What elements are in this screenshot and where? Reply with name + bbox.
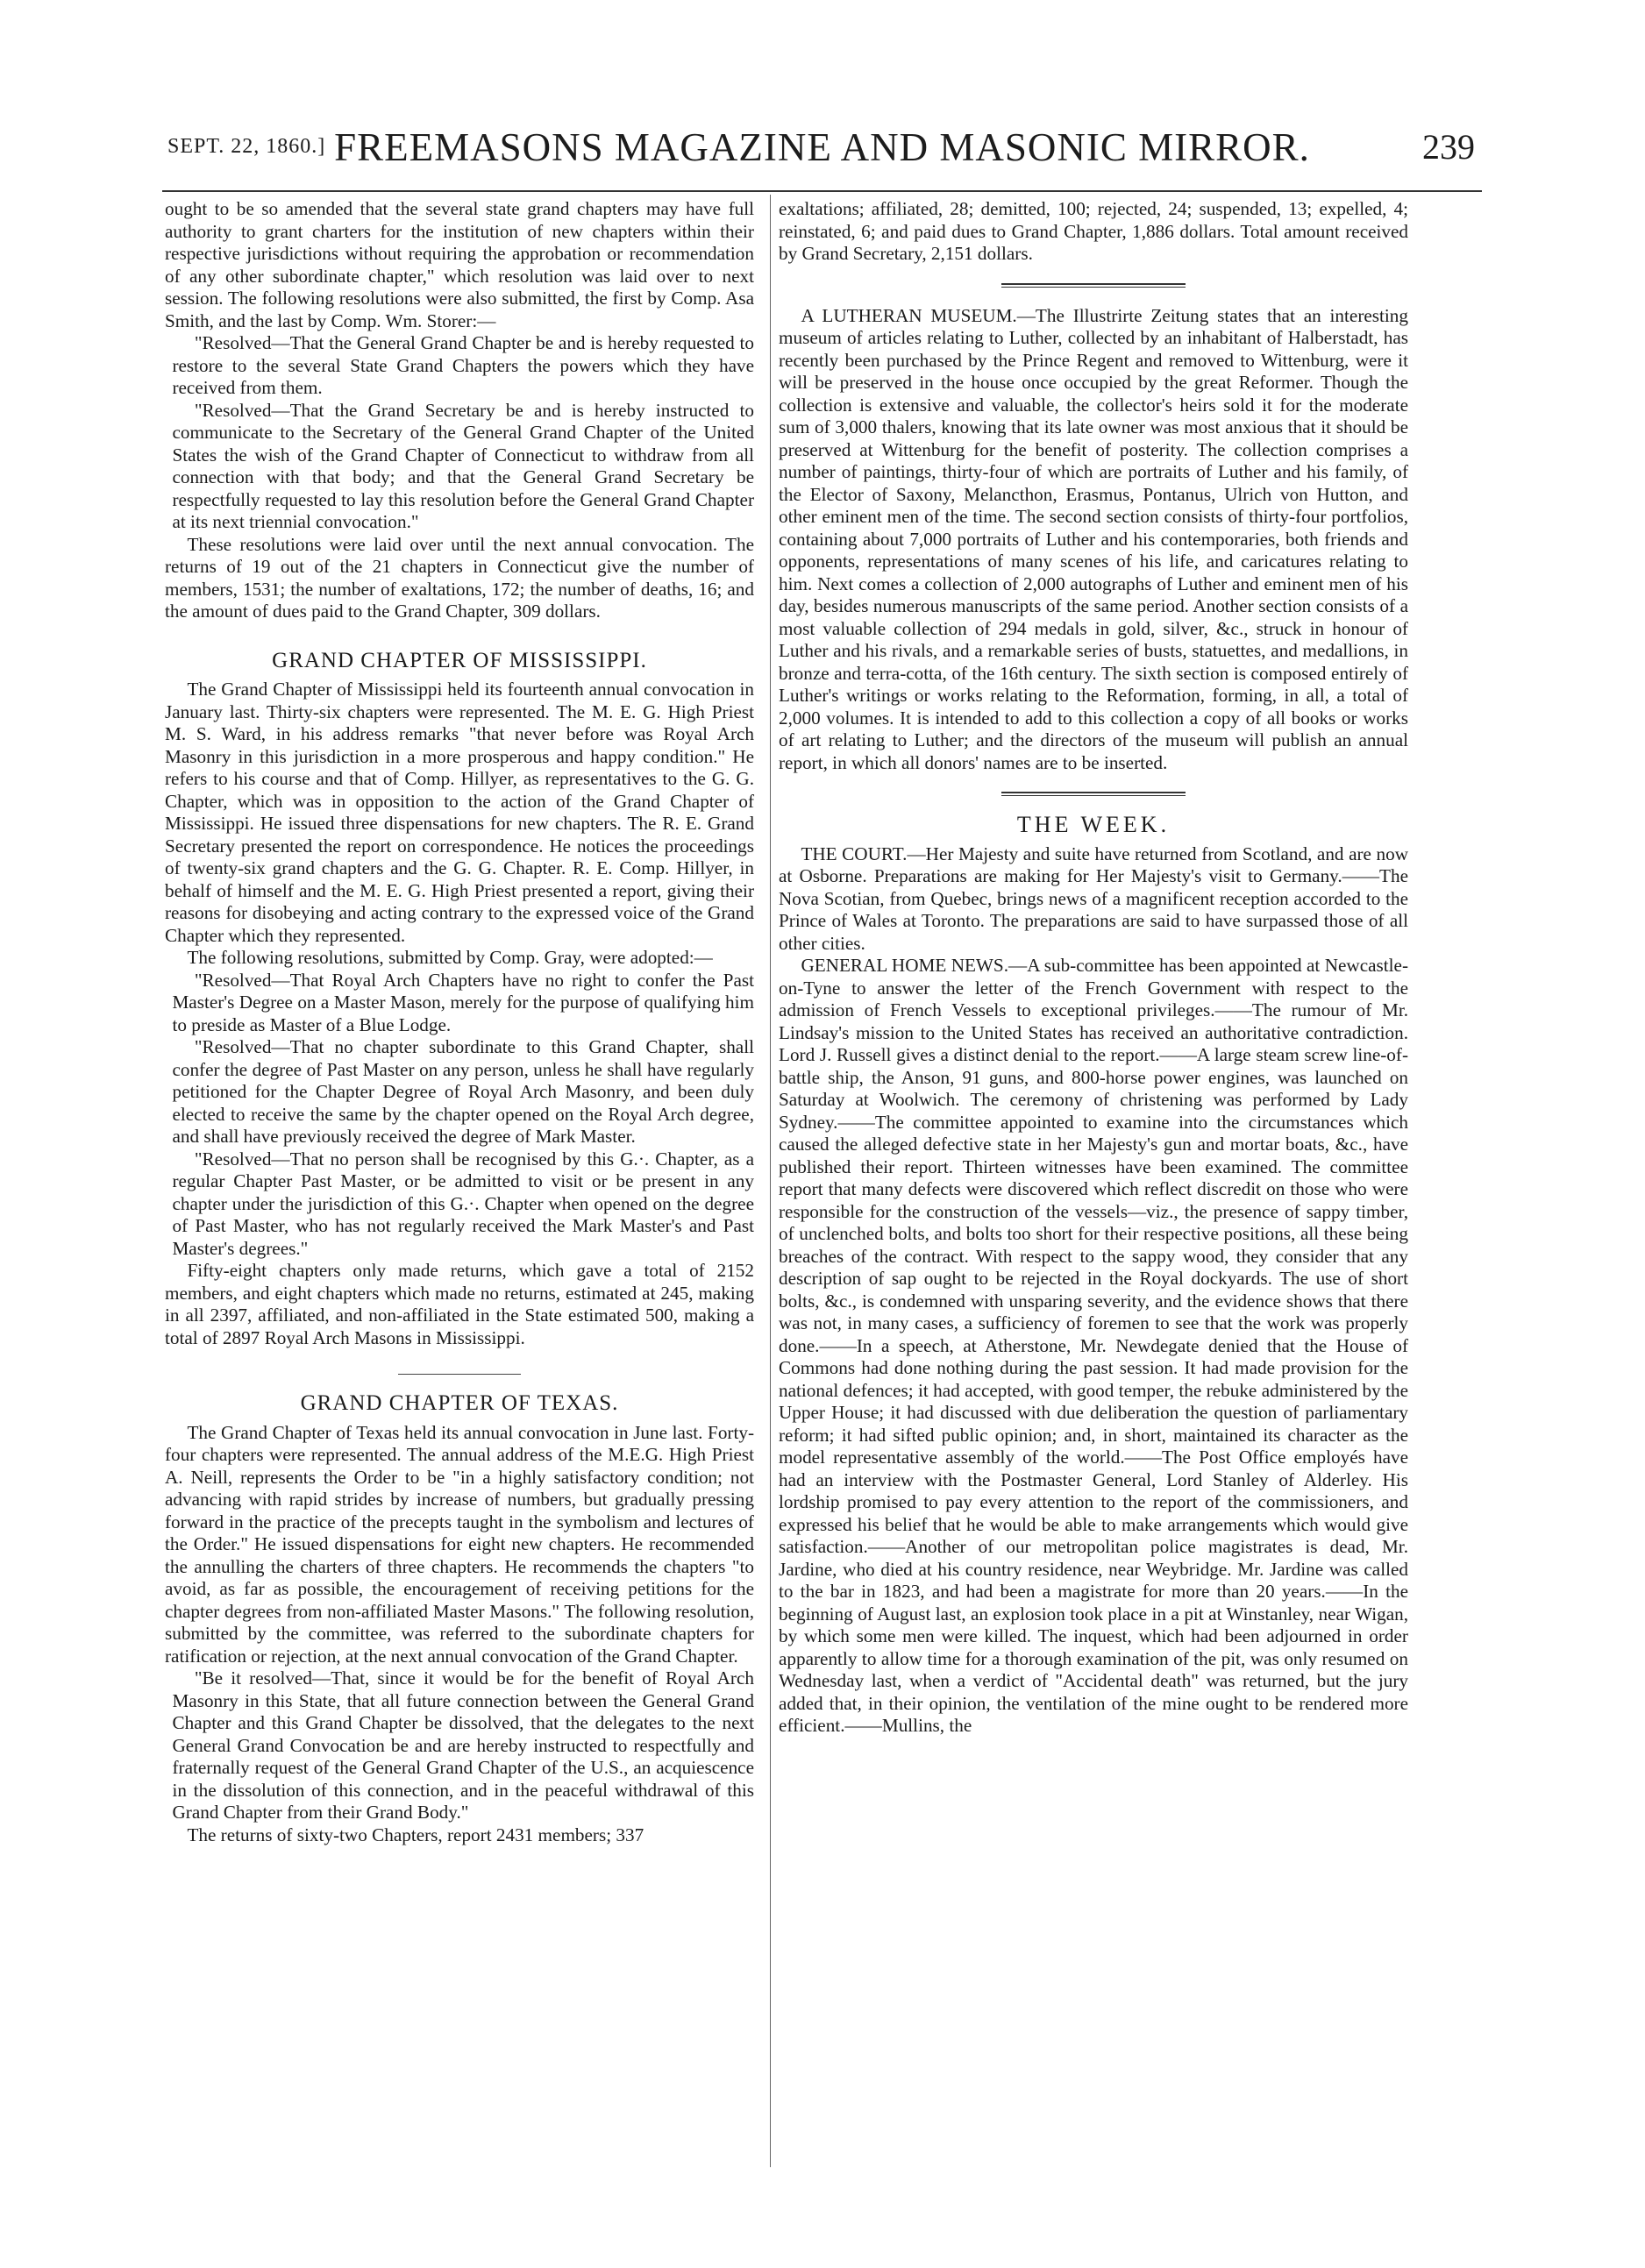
article-text: —A sub-committee has been appointed at Newcastle-on-Tyne to answer the letter of the French Government with respect to the admission of French Vessels to exceptional privileges.——The rumour of Mr. Lindsay's mission to the United States has received an authoritative contradiction. Lord J. Russell gives a distinct denial to the report.——A large steam screw line-of-battle ship, the Anson, 91 guns, and 800-horse power engines, was launched on Saturday at Woolwich. The ceremony of christening was performed by Lady Sydney.——The committee appointed to examine into the circumstances which caused the alleged defective state in her Majesty's gun and mortar boats, &c., have published their report. Thirteen witnesses have been examined. The committee report that many defects were discovered which reflect discredit on those who were responsible for the construction of the vessels—viz., the presence of sappy timber, of unclenched bolts, and bolts too short for their respective positions, all these being breaches of the contract. With respect to the sappy wood, they consider that any description of sap ought to be rejected in the Royal dockyards. The use of short bolts, &c., is condemned with unsparing severity, and the evidence shows that there was not, in many cases, a sufficiency of foremen to see that the work was properly done.——In a speech, at Atherstone, Mr. Newdegate denied that the House of Commons had done nothing during the past session. It had made provision for the national defences; it had accepted, with good temper, the rebuke administered by the Upper House; it had discussed with due deliberation the question of parliamentary reform; it had sifted public opinion; and, in short, maintained its character as the model representative assembly of the world.——The Post Office employés have had an interview with the Postmaster General, Lord Stanley of Alderley. His lordship promised to pay every attention to the report of the commissioners, and expressed his belief that he would be able to make arrangements which would give satisfaction.——Another of our metropolitan police magistrates is dead, Mr. Jardine, who died at his country residence, near Weybridge. Mr. Jardine was called to the bar in 1823, and had been a magistrate for more than 20 years.——In the beginning of August last, an explosion took place in a pit at Winstanley, near Wigan, by which some men were killed. The inquest, which had been adjourned in order apparently to allow time for a thorough examination of the pit, was only resumed on Wednesday last, when a verdict of "Accidental death" was returned, but the jury added that, in their opinion, the ventilation of the mine ought to be rendered more efficient.——Mullins, the [779,955,1408,1736]
home-news [779,955,1408,1738]
mississippi-resolution: "Resolved—That no person shall be recognised by this G.·. Chapter, as a regular Chapter Past Master, or be admitted to visit or be present in any chapter under the jurisdiction of this G.·. Chapter when opened on the degree of Past Master, who has not regularly received the Mark Master's and Past Master's degrees." [172,1148,754,1259]
mississippi-paragraph: The following resolutions, submitted by Comp. Gray, were adopted:— [187,947,713,968]
connecticut-paragraph: ought to be so amended that the several state grand chapters may have full authority to grant charters for the institution of new chapters within their respective jurisdictions without requiring the approbation or recommendation of any other subordinate chapter," which resolution was laid over to next session. The following resolutions were also submitted, the first by Comp. Asa Smith, and the last by Comp. Wm. Storer:— [165,198,754,331]
section-separator [1001,283,1186,288]
court-news [779,843,1408,956]
issue-date: SEPT. 22, 1860.] [167,135,326,158]
magazine-title: FREEMASONS MAGAZINE AND MASONIC MIRROR. [334,125,1310,169]
mississippi-resolution: "Resolved—That no chapter subordinate to this Grand Chapter, shall confer the degree of Past Master on any person, unless he shall have regularly petitioned for the Chapter Degree of Royal Arch Masonry, and been duly elected to receive the same by the chapter opened on the Royal Arch degree, and shall have previously received the degree of Mark Master. [172,1036,754,1147]
article-text: —Her Majesty and suite have returned from Scotland, and are now at Osborne. Preparations are making for Her Majesty's visit to Germany.——The Nova Scotian, from Quebec, brings news of a magnificent reception accorded to the Prince of Wales at Toronto. The preparations are said to have surpassed those of all other cities. [779,843,1408,954]
article-lead: GENERAL HOME NEWS. [801,955,1009,976]
mississippi-paragraph: The Grand Chapter of Mississippi held its fourteenth annual convocation in January last. Thirty-six chapters were represented. The M. E. G. High Priest M. S. Ward, in his address remarks "that never before was Royal Arch Masonry in this jurisdiction in a more prosperous and happy condition." He refers to his course and that of Comp. Hillyer, as representatives to the G. G. Chapter, which was in opposition to the action of the Grand Chapter of Mississippi. He issued three dispensations for new chapters. The R. E. Grand Secretary presented the report on correspondence. He notices the proceedings of twenty-six grand chapters and the G. G. Chapter. R. E. Comp. Hillyer, in behalf of himself and the M. E. G. High Priest presented a report, giving their reasons for disobeying and acting contrary to the expressed voice of the Grand Chapter which they represented. [165,679,754,946]
connecticut-resolution: "Resolved—That the Grand Secretary be and is hereby instructed to communicate to the Secretary of the General Grand Chapter of the United States the wish of the Grand Chapter of Connecticut to withdraw from all connection with that body; and that the General Grand Secretary be respectfully requested to lay this resolution before the General Grand Chapter at its next triennial convocation." [172,399,754,532]
texas-paragraph: The Grand Chapter of Texas held its annual convocation in June last. Forty-four chapters were represented. The annual address of the M.E.G. High Priest A. Neill, represents the Order to be "in a highly satisfactory condition; not advancing with rapid strides by increase of numbers, but gradually pressing forward in the practice of the precepts taught in the symbolism and lectures of the Order." He issued dispensations for eight new chapters. He recommended the annulling the charters of three chapters. He recommends the chapters "to avoid, as far as possible, the encouragement of receiving petitions for the chapter degrees from non-affiliated Master Masons." The following resolution, submitted by the committee, was referred to the subordinate chapters for ratification or rejection, at the next annual convocation of the Grand Chapter. [165,1421,754,1667]
connecticut-paragraph: These resolutions were laid over until the next annual convocation. The returns of 19 out of the 21 chapters in Connecticut give the number of members, 1531; the number of exaltations, 172; the number of deaths, 16; and the amount of dues paid to the Grand Chapter, 309 dollars. [165,533,754,622]
page-number: 239 [1422,127,1475,167]
section-separator [398,1374,521,1375]
mississippi-resolution: "Resolved—That Royal Arch Chapters have no right to confer the Past Master's Degree on a Master Mason, merely for the purpose of qualifying him to preside as Master of a Blue Lodge. [172,969,754,1035]
texas-continuation: exaltations; affiliated, 28; demitted, 100; rejected, 24; suspended, 13; expelled, 4; reinstated, 6; and paid dues to Grand Chapter, 1,886 dollars. Total amount received by Grand Secretary, 2,151 dollars. [779,198,1408,264]
article-lead: A LUTHERAN MUSEUM. [801,304,1017,326]
section-heading-mississippi: GRAND CHAPTER OF MISSISSIPPI. [272,648,647,672]
left-column [165,198,754,1846]
article-text: —The Illustrirte Zeitung states that an interesting museum of articles relating to Luther, collected by an inhabitant of Halberstadt, has recently been purchased by the Prince Regent and removed to Wittenburg, were it will be preserved in the house once occupied by the great Reformer. Though the collection is extensive and valuable, the collector's heirs sold it for the moderate sum of 3,000 thalers, knowing that its late owner was most anxious that it should be preserved at Wittenburg for the benefit of posterity. The collection comprises a number of paintings, thirty-four of which are portraits of Luther and his family, of the Elector of Saxony, Melancthon, Erasmus, Pontanus, Ulrich von Hutton, and other eminent men of the time. The second section consists of thirty-four portfolios, containing about 7,000 portraits of Luther and his contemporaries, both friends and opponents, representations of many scenes of his life, and caricatures relating to him. Next comes a collection of 2,000 autographs of Luther and eminent men of his day, besides numerous manuscripts of the same period. Another section consists of a most valuable collection of 294 medals in gold, silver, &c., struck in honour of Luther and his rivals, and a remarkable series of busts, statuettes, and medallions, in bronze and terra-cotta, of the 16th century. The sixth section is composed entirely of Luther's writings or works relating to the Reformation, forming, in all, a total of 2,000 volumes. It is intended to add to this collection a copy of all books or works of art relating to Luther; and the directors of the museum will publish an annual report, in which all donors' names are to be inserted. [779,304,1408,773]
texas-resolution: "Be it resolved—That, since it would be for the benefit of Royal Arch Masonry in this State, that all future connection between the General Grand Chapter and this Grand Chapter be dissolved, that the delegates to the next General Grand Convocation be and are hereby instructed to respectfully and fraternally request of the General Grand Chapter of the U.S., an acquiescence in the dissolution of this connection, and in the peaceful withdrawal of this Grand Chapter from their Grand Body." [172,1667,754,1823]
section-heading-the-week: THE WEEK. [1016,812,1171,837]
lutheran-museum-article [779,305,1408,775]
column-divider [770,195,771,2167]
header-rule [162,190,1482,192]
texas-paragraph: The returns of sixty-two Chapters, report 2431 members; 337 [187,1824,644,1845]
section-heading-texas: GRAND CHAPTER OF TEXAS. [300,1391,619,1415]
article-lead: THE COURT. [801,843,908,864]
page-header [162,124,1482,168]
section-separator [1001,792,1186,796]
right-column [779,198,1408,1738]
mississippi-paragraph: Fifty-eight chapters only made returns, which gave a total of 2152 members, and eight chapters which made no returns, estimated at 245, making in all 2397, affiliated, and non-affiliated in the State estimated 500, making a total of 2897 Royal Arch Masons in Mississippi. [165,1260,754,1348]
connecticut-resolution: "Resolved—That the General Grand Chapter be and is hereby requested to restore to the several State Grand Chapters the powers which they have received from them. [172,332,754,398]
